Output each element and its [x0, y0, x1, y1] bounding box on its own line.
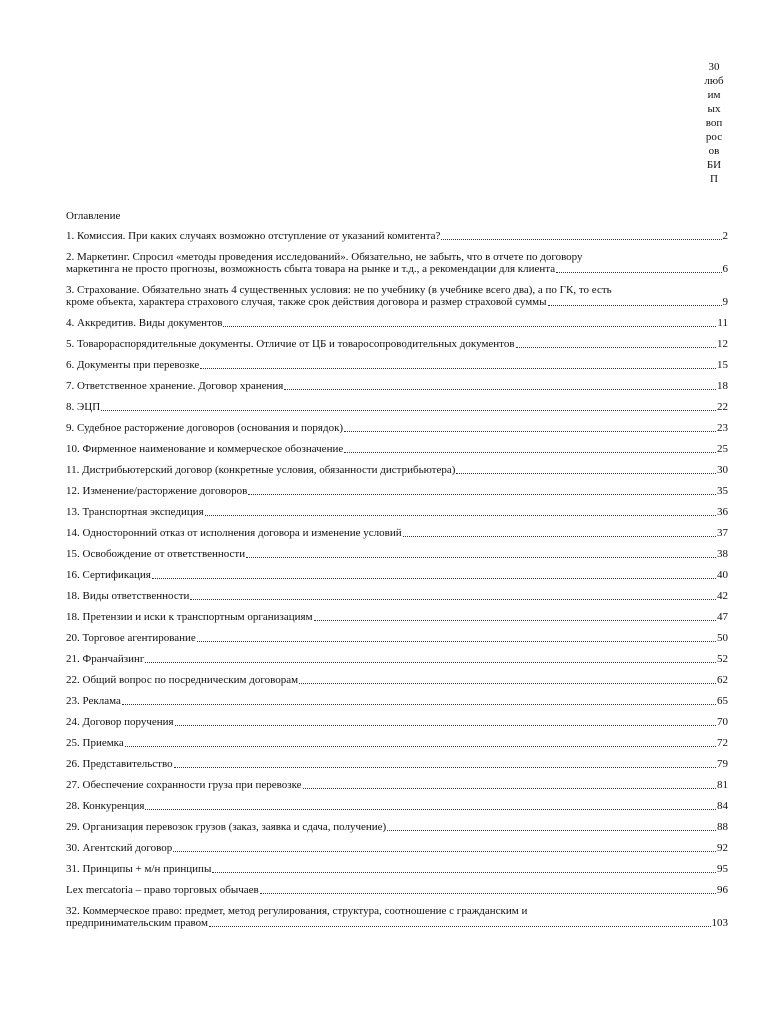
toc-page-number: 65 — [717, 695, 728, 707]
toc-entry-text: 29. Организация перевозок грузов (заказ, заявка и сдача, получение) — [66, 821, 387, 833]
toc-entry[interactable] — [66, 464, 728, 476]
dot-leader — [190, 598, 716, 600]
toc-page-number: 92 — [717, 842, 728, 854]
dot-leader — [456, 472, 716, 474]
toc-entry-text: 11. Дистрибьютерский договор (конкретные условия, обязанности дистрибьютера) — [66, 464, 456, 476]
dot-leader — [209, 925, 711, 927]
toc-entry[interactable] — [66, 284, 728, 308]
toc-page-number: 9 — [722, 296, 728, 308]
toc-heading: Оглавление — [66, 210, 121, 222]
toc-page-number: 15 — [717, 359, 728, 371]
dot-leader — [303, 787, 716, 789]
dot-leader — [314, 619, 716, 621]
toc-page-number: 38 — [717, 548, 728, 560]
toc-entry-text-line1: 3. Страхование. Обязательно знать 4 существенных условия: не по учебнику (в учебнике всего два), а по ГК, то есть — [66, 284, 612, 296]
toc-page-number: 50 — [717, 632, 728, 644]
toc-entry-text: 1. Комиссия. При каких случаях возможно отступление от указаний комитента? — [66, 230, 441, 242]
toc-page-number: 62 — [717, 674, 728, 686]
table-of-contents — [66, 230, 728, 938]
dot-leader — [173, 850, 716, 852]
toc-page-number: 103 — [711, 917, 728, 929]
toc-entry[interactable] — [66, 695, 728, 707]
toc-entry-text: 31. Принципы + м/н принципы — [66, 863, 212, 875]
toc-entry-line — [66, 779, 728, 791]
toc-page-number: 25 — [717, 443, 728, 455]
dot-leader — [145, 661, 716, 663]
toc-entry-line — [66, 506, 728, 518]
toc-entry[interactable] — [66, 230, 728, 242]
toc-page-number: 95 — [717, 863, 728, 875]
toc-entry-text: 27. Обеспечение сохранности груза при перевозке — [66, 779, 302, 791]
toc-entry-text-line1: 32. Коммерческое право: предмет, метод регулирования, структура, соотношение с гражданским и — [66, 905, 528, 917]
title-fragment: 30 — [708, 61, 720, 73]
toc-page-number: 84 — [717, 800, 728, 812]
title-fragment: им — [707, 89, 721, 101]
toc-page-number: 42 — [717, 590, 728, 602]
toc-entry[interactable] — [66, 485, 728, 497]
toc-entry[interactable] — [66, 842, 728, 854]
title-fragment: рос — [705, 131, 723, 143]
toc-entry[interactable] — [66, 758, 728, 770]
dot-leader — [248, 493, 716, 495]
toc-entry[interactable] — [66, 443, 728, 455]
toc-entry-line — [66, 338, 728, 350]
document-title — [700, 60, 728, 186]
toc-entry-line — [66, 296, 728, 308]
toc-entry-text: 10. Фирменное наименование и коммерческое обозначение — [66, 443, 344, 455]
title-fragment: П — [710, 173, 718, 185]
toc-page-number: 11 — [717, 317, 728, 329]
toc-entry-text: 4. Аккредитив. Виды документов — [66, 317, 223, 329]
toc-entry-line — [66, 716, 728, 728]
dot-leader — [197, 640, 716, 642]
toc-entry-line — [66, 590, 728, 602]
title-fragment: ов — [708, 145, 720, 157]
title-fragment: воп — [705, 117, 723, 129]
toc-entry[interactable] — [66, 359, 728, 371]
dot-leader — [174, 766, 716, 768]
toc-entry-line — [66, 263, 728, 275]
toc-page-number: 81 — [717, 779, 728, 791]
toc-entry-line — [66, 917, 728, 929]
dot-leader — [344, 451, 716, 453]
dot-leader — [299, 682, 716, 684]
toc-page-number: 30 — [717, 464, 728, 476]
toc-page-number: 6 — [722, 263, 728, 275]
toc-page-number: 2 — [722, 230, 728, 242]
toc-entry-text: 5. Товарораспорядительные документы. Отличие от ЦБ и товаросопроводительных документов — [66, 338, 515, 350]
dot-leader — [212, 871, 716, 873]
toc-entry-text: маркетинга не просто прогнозы, возможность сбыта товара на рынке и т.д., а рекомендации для клиента — [66, 263, 556, 275]
toc-entry[interactable] — [66, 527, 728, 539]
dot-leader — [125, 745, 716, 747]
toc-page-number: 96 — [717, 884, 728, 896]
toc-page-number: 37 — [717, 527, 728, 539]
dot-leader — [403, 535, 716, 537]
dot-leader — [223, 325, 716, 327]
dot-leader — [260, 892, 716, 894]
toc-entry-line — [66, 800, 728, 812]
toc-entry-text: предпринимательским правом — [66, 917, 208, 929]
toc-page-number: 36 — [717, 506, 728, 518]
toc-entry-text: 23. Реклама — [66, 695, 121, 707]
toc-entry-line — [66, 884, 728, 896]
toc-entry[interactable] — [66, 380, 728, 392]
toc-entry-text: 24. Договор поручения — [66, 716, 174, 728]
dot-leader — [205, 514, 716, 516]
toc-entry-line — [66, 548, 728, 560]
toc-entry-text: 26. Представительство — [66, 758, 173, 770]
toc-entry-text: кроме объекта, характера страхового случая, также срок действия договора и размер страховой суммы — [66, 296, 547, 308]
toc-entry[interactable] — [66, 338, 728, 350]
toc-entry-line — [66, 464, 728, 476]
toc-entry-line — [66, 821, 728, 833]
toc-entry-text: 12. Изменение/расторжение договоров — [66, 485, 248, 497]
toc-entry-line — [66, 230, 728, 242]
toc-entry[interactable] — [66, 716, 728, 728]
dot-leader — [122, 703, 716, 705]
toc-entry-line — [66, 485, 728, 497]
toc-entry-line — [66, 611, 728, 623]
dot-leader — [516, 346, 716, 348]
dot-leader — [344, 430, 716, 432]
toc-entry-line — [66, 632, 728, 644]
dot-leader — [246, 556, 716, 558]
toc-entry[interactable] — [66, 401, 728, 413]
toc-page-number: 88 — [717, 821, 728, 833]
toc-entry-text: 15. Освобождение от ответственности — [66, 548, 246, 560]
toc-entry[interactable] — [66, 317, 728, 329]
dot-leader — [548, 304, 722, 306]
toc-entry[interactable] — [66, 611, 728, 623]
toc-entry-text: 28. Конкуренция — [66, 800, 145, 812]
dot-leader — [175, 724, 716, 726]
toc-entry-text: 20. Торговое агентирование — [66, 632, 196, 644]
toc-entry-line — [66, 422, 728, 434]
dot-leader — [145, 808, 716, 810]
toc-entry-line — [66, 401, 728, 413]
dot-leader — [284, 388, 716, 390]
toc-entry-text: 30. Агентский договор — [66, 842, 173, 854]
toc-entry-text-line1: 2. Маркетинг. Спросил «методы проведения исследований». Обязательно, не забыть, что в отчете по договору — [66, 251, 583, 263]
toc-entry[interactable] — [66, 548, 728, 560]
toc-entry[interactable] — [66, 800, 728, 812]
toc-entry-line — [66, 737, 728, 749]
toc-entry-text: 18. Претензии и иски к транспортным организациям — [66, 611, 313, 623]
toc-entry-text: 22. Общий вопрос по посредническим договорам — [66, 674, 299, 686]
toc-entry-line — [66, 527, 728, 539]
toc-entry[interactable] — [66, 653, 728, 665]
toc-entry[interactable] — [66, 632, 728, 644]
toc-entry-text: 9. Судебное расторжение договоров (основания и порядок) — [66, 422, 344, 434]
toc-entry[interactable] — [66, 884, 728, 896]
toc-entry-line — [66, 443, 728, 455]
toc-page-number: 18 — [717, 380, 728, 392]
toc-page-number: 12 — [717, 338, 728, 350]
dot-leader — [387, 829, 716, 831]
toc-entry-line — [66, 380, 728, 392]
toc-entry-text: 16. Сертификация — [66, 569, 151, 581]
dot-leader — [441, 238, 721, 240]
toc-page-number: 52 — [717, 653, 728, 665]
dot-leader — [200, 367, 716, 369]
toc-entry-text: 14. Односторонний отказ от исполнения договора и изменение условий — [66, 527, 402, 539]
toc-entry[interactable] — [66, 590, 728, 602]
toc-entry[interactable] — [66, 863, 728, 875]
toc-page-number: 70 — [717, 716, 728, 728]
toc-entry-line — [66, 842, 728, 854]
toc-entry-text: 13. Транспортная экспедиция — [66, 506, 204, 518]
toc-page-number: 23 — [717, 422, 728, 434]
toc-page-number: 40 — [717, 569, 728, 581]
toc-entry[interactable] — [66, 779, 728, 791]
toc-entry-text: 7. Ответственное хранение. Договор хранения — [66, 380, 284, 392]
toc-page-number: 79 — [717, 758, 728, 770]
toc-entry[interactable] — [66, 905, 728, 929]
title-fragment: БИ — [706, 159, 722, 171]
dot-leader — [556, 271, 721, 273]
toc-entry-text: 25. Приемка — [66, 737, 124, 749]
dot-leader — [152, 577, 716, 579]
toc-entry-line — [66, 695, 728, 707]
toc-entry-line — [66, 653, 728, 665]
toc-entry[interactable] — [66, 737, 728, 749]
toc-entry[interactable] — [66, 422, 728, 434]
toc-entry[interactable] — [66, 821, 728, 833]
title-fragment: ых — [707, 103, 721, 115]
toc-entry-line — [66, 569, 728, 581]
toc-entry-text: 8. ЭЦП — [66, 401, 101, 413]
title-fragment: люб — [704, 75, 724, 87]
toc-page-number: 47 — [717, 611, 728, 623]
toc-entry[interactable] — [66, 569, 728, 581]
toc-entry-line — [66, 359, 728, 371]
toc-entry-line — [66, 674, 728, 686]
toc-entry-text: 6. Документы при перевозке — [66, 359, 200, 371]
toc-page-number: 22 — [717, 401, 728, 413]
toc-entry-line — [66, 863, 728, 875]
toc-entry[interactable] — [66, 674, 728, 686]
toc-entry-text: 21. Франчайзинг — [66, 653, 145, 665]
dot-leader — [101, 409, 716, 411]
toc-entry-line — [66, 758, 728, 770]
toc-entry-text: 18. Виды ответственности — [66, 590, 190, 602]
toc-entry[interactable] — [66, 251, 728, 275]
toc-page-number: 72 — [717, 737, 728, 749]
toc-entry-text: Lex mercatoria – право торговых обычаев — [66, 884, 259, 896]
toc-page-number: 35 — [717, 485, 728, 497]
toc-entry-line — [66, 317, 728, 329]
toc-entry[interactable] — [66, 506, 728, 518]
